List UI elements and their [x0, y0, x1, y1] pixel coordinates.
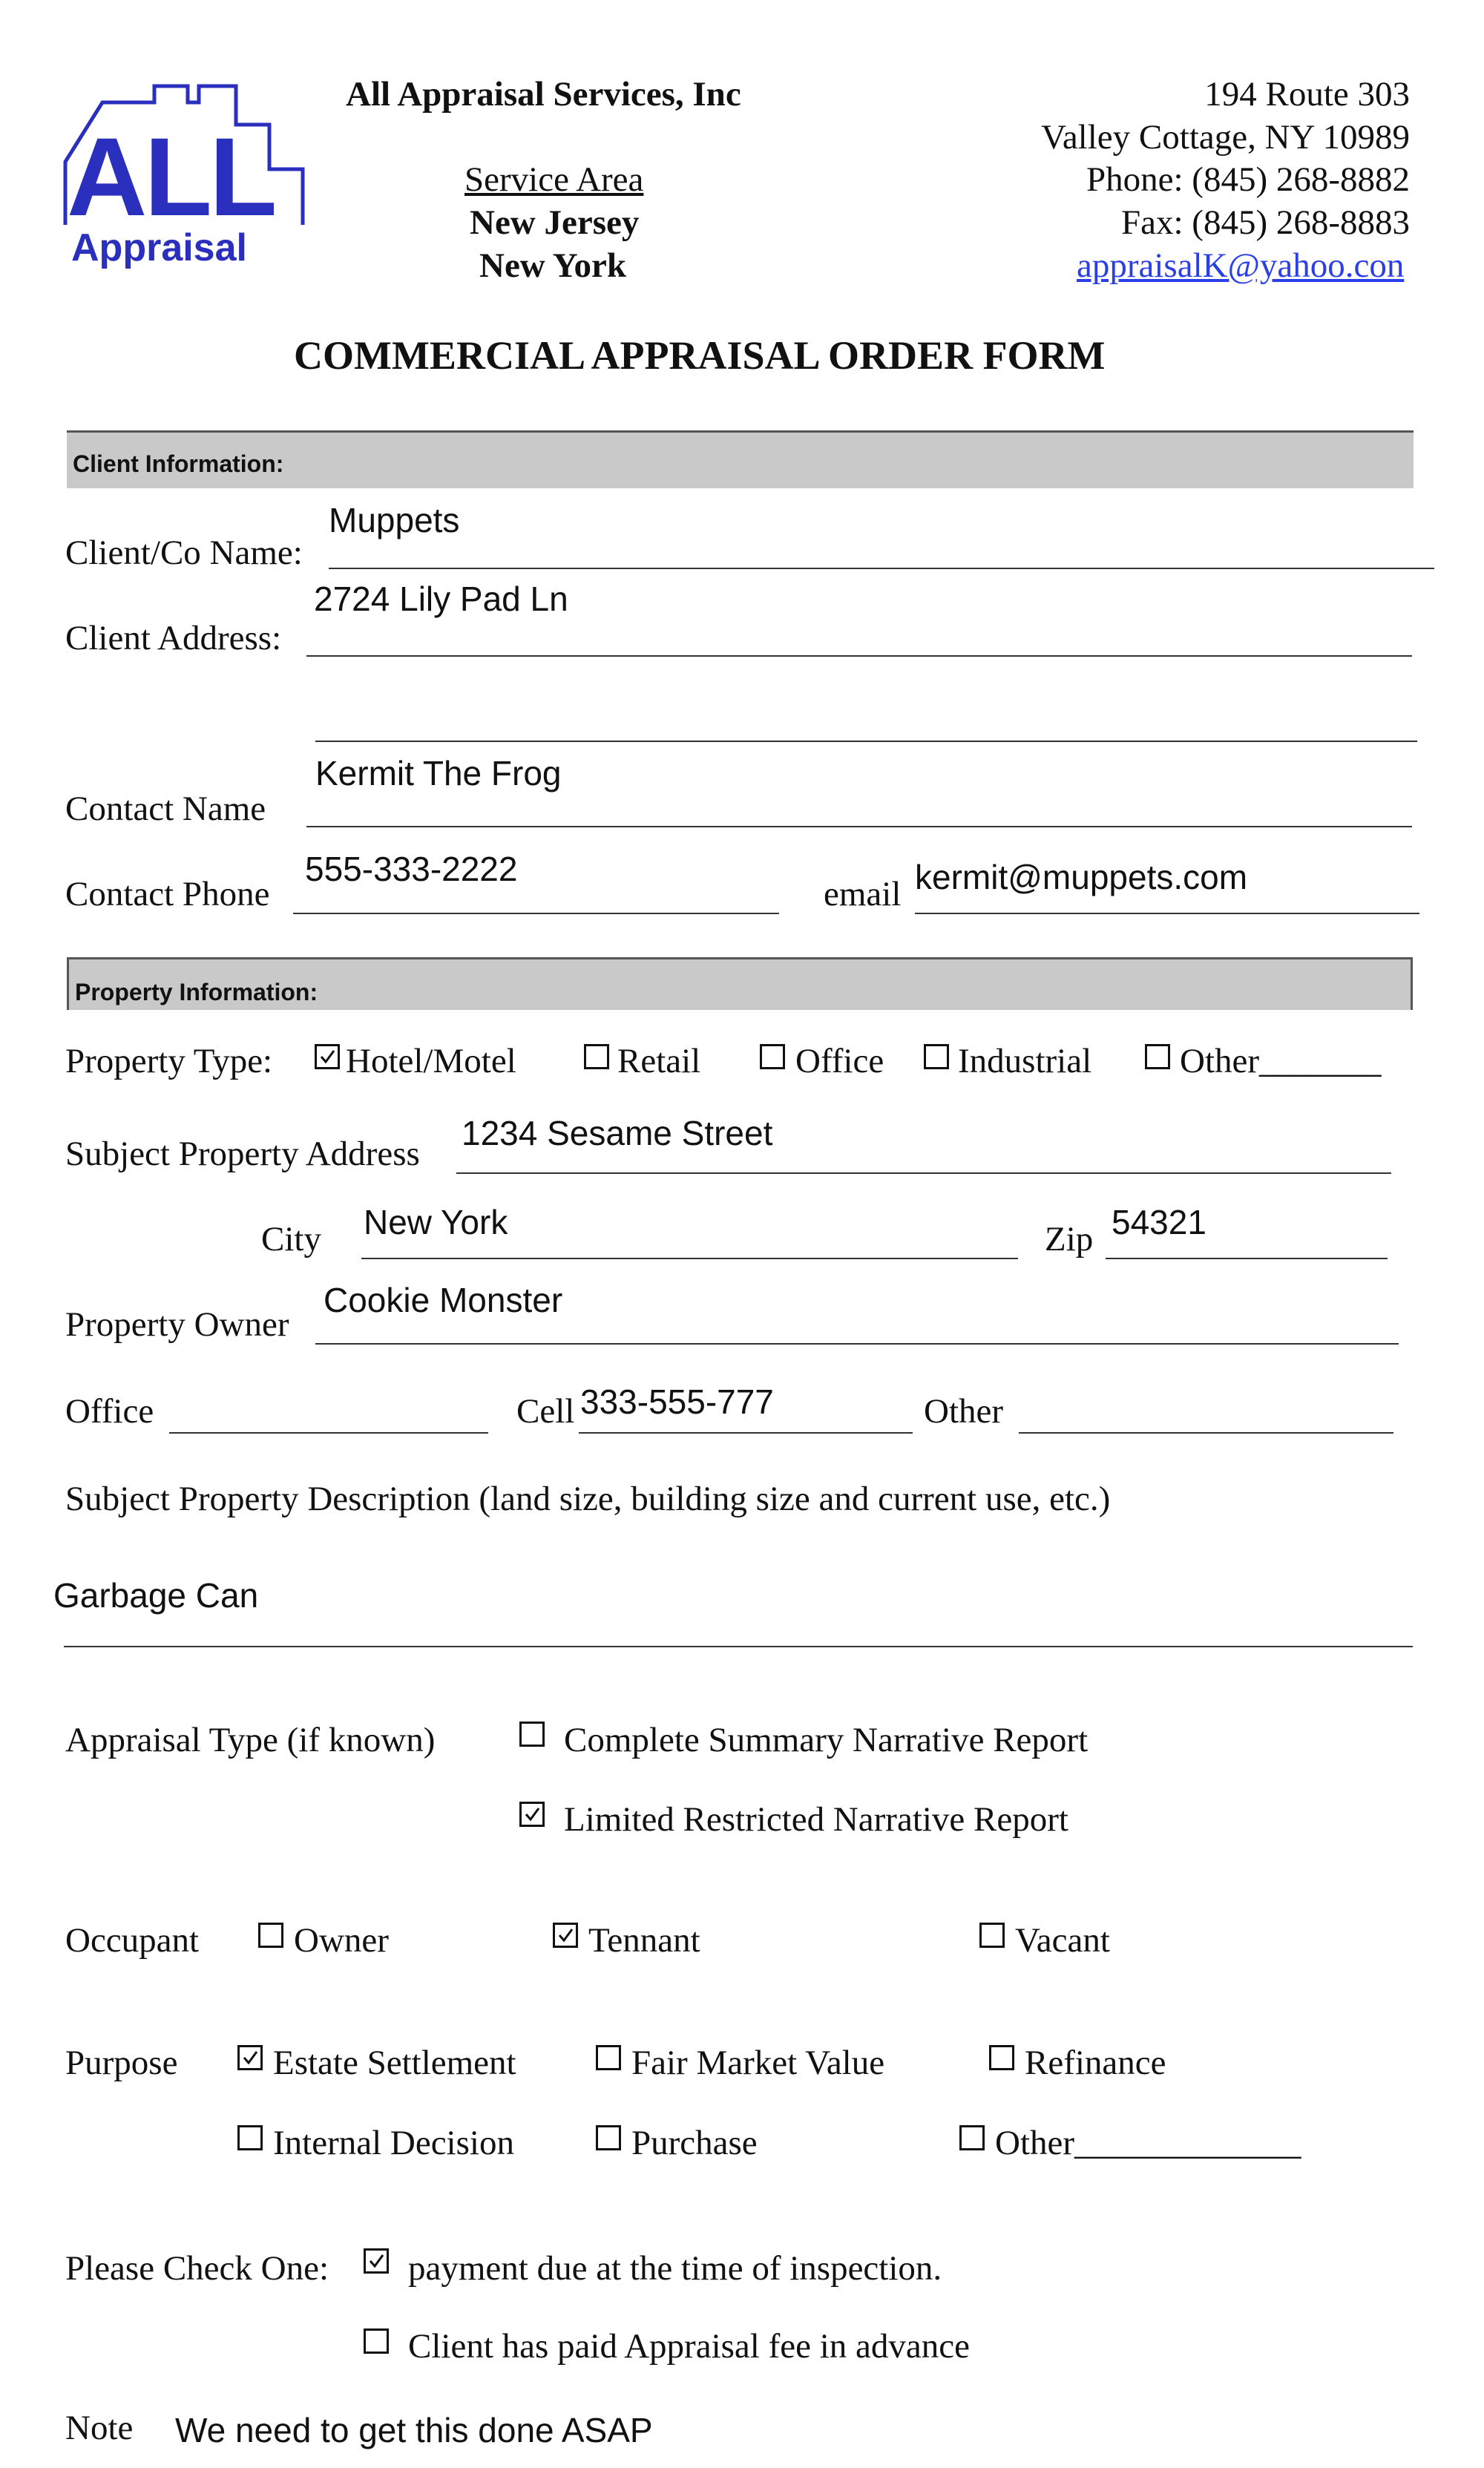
client-name-line — [329, 568, 1434, 569]
occupant-owner-checkbox[interactable] — [258, 1923, 283, 1948]
purpose-other-checkbox[interactable] — [959, 2125, 985, 2150]
complete-summary-label: Complete Summary Narrative Report — [564, 1721, 1089, 1759]
industrial-checkbox[interactable] — [924, 1044, 949, 1069]
city-line — [361, 1258, 1018, 1259]
client-name-value[interactable]: Muppets — [329, 501, 460, 539]
fair-market-value-checkbox[interactable] — [596, 2045, 621, 2070]
company-name: All Appraisal Services, Inc — [346, 75, 741, 114]
client-section-label: Client Information: — [73, 450, 284, 477]
client-address-value[interactable]: 2724 Lily Pad Ln — [314, 580, 568, 618]
purpose-label: Purpose — [65, 2044, 178, 2082]
fair-market-value-label: Fair Market Value — [631, 2044, 885, 2082]
other-type-label: Other_______ — [1180, 1042, 1382, 1080]
retail-checkbox[interactable] — [584, 1044, 609, 1069]
contact-name-line — [306, 826, 1412, 827]
checkmark-icon — [318, 1048, 336, 1066]
payment-at-inspection-checkbox[interactable] — [364, 2248, 389, 2274]
company-address-line1: 194 Route 303 — [1204, 75, 1410, 114]
appraisal-type-label: Appraisal Type (if known) — [65, 1721, 436, 1759]
occupant-tennant-checkbox[interactable] — [553, 1923, 578, 1948]
contact-email-value[interactable]: kermit@muppets.com — [915, 858, 1248, 896]
property-description-label: Subject Property Description (land size, building size and current use, etc.) — [65, 1480, 1111, 1518]
owner-cell-line — [579, 1432, 913, 1434]
form-title: COMMERCIAL APPRAISAL ORDER FORM — [294, 333, 1106, 378]
purchase-label: Purchase — [631, 2124, 758, 2162]
contact-name-value[interactable]: Kermit The Frog — [315, 754, 562, 792]
service-area-nj: New Jersey — [470, 203, 640, 242]
complete-summary-checkbox[interactable] — [519, 1722, 545, 1747]
logo-appraisal-text: Appraisal — [71, 226, 247, 269]
company-email-link[interactable]: appraisalK@yahoo.con — [1077, 246, 1405, 285]
service-area-ny: New York — [479, 246, 626, 285]
limited-restricted-label: Limited Restricted Narrative Report — [564, 1800, 1068, 1839]
logo-all-text: ALL — [67, 114, 275, 239]
client-name-label: Client/Co Name: — [65, 534, 303, 572]
note-value[interactable]: We need to get this done ASAP — [175, 2411, 653, 2449]
owner-office-label: Office — [65, 1392, 154, 1431]
checkmark-icon — [367, 2252, 385, 2270]
city-value[interactable]: New York — [364, 1203, 508, 1241]
purpose-other-label: Other_____________ — [995, 2124, 1301, 2162]
property-section-header — [67, 957, 1413, 1010]
owner-other-line — [1019, 1432, 1393, 1434]
office-label: Office — [795, 1042, 884, 1080]
payment-at-inspection-label: payment due at the time of inspection. — [408, 2249, 942, 2288]
company-phone: Phone: (845) 268-8882 — [1086, 160, 1410, 199]
contact-phone-label: Contact Phone — [65, 875, 270, 913]
property-owner-line — [315, 1343, 1399, 1345]
refinance-checkbox[interactable] — [989, 2045, 1014, 2070]
hotel-motel-checkbox[interactable] — [315, 1044, 340, 1069]
office-checkbox[interactable] — [760, 1044, 785, 1069]
service-area-label: Service Area — [464, 160, 644, 199]
purchase-checkbox[interactable] — [596, 2125, 621, 2150]
city-label: City — [261, 1220, 321, 1258]
occupant-owner-label: Owner — [294, 1921, 389, 1960]
zip-line — [1106, 1258, 1388, 1259]
subject-address-value[interactable]: 1234 Sesame Street — [462, 1114, 773, 1152]
client-section-header — [67, 430, 1414, 488]
property-section-label: Property Information: — [75, 979, 318, 1005]
owner-other-label: Other — [924, 1392, 1004, 1431]
owner-office-line — [169, 1432, 488, 1434]
company-address-line2: Valley Cottage, NY 10989 — [1041, 118, 1410, 157]
refinance-label: Refinance — [1025, 2044, 1166, 2082]
client-address-label: Client Address: — [65, 619, 282, 657]
retail-label: Retail — [617, 1042, 701, 1080]
zip-value[interactable]: 54321 — [1112, 1203, 1206, 1241]
note-label: Note — [65, 2409, 134, 2447]
occupant-tennant-label: Tennant — [588, 1921, 700, 1960]
internal-decision-label: Internal Decision — [273, 2124, 514, 2162]
checkmark-icon — [523, 1805, 541, 1823]
other-type-checkbox[interactable] — [1145, 1044, 1170, 1069]
company-logo — [58, 80, 310, 273]
hotel-motel-label: Hotel/Motel — [346, 1042, 516, 1080]
paid-in-advance-label: Client has paid Appraisal fee in advance — [408, 2327, 970, 2366]
contact-name-label: Contact Name — [65, 790, 266, 828]
paid-in-advance-checkbox[interactable] — [364, 2328, 389, 2354]
limited-restricted-checkbox[interactable] — [519, 1802, 545, 1827]
payment-label: Please Check One: — [65, 2249, 329, 2288]
internal-decision-checkbox[interactable] — [237, 2125, 263, 2150]
estate-settlement-checkbox[interactable] — [237, 2045, 263, 2070]
subject-address-label: Subject Property Address — [65, 1135, 420, 1173]
industrial-label: Industrial — [958, 1042, 1092, 1080]
occupant-vacant-label: Vacant — [1015, 1921, 1110, 1960]
property-description-line — [64, 1646, 1413, 1647]
client-address-line2 — [315, 741, 1417, 742]
owner-cell-value[interactable]: 333-555-777 — [580, 1382, 774, 1421]
checkmark-icon — [556, 1926, 574, 1944]
contact-phone-line — [293, 913, 779, 914]
estate-settlement-label: Estate Settlement — [273, 2044, 516, 2082]
occupant-label: Occupant — [65, 1921, 200, 1960]
property-description-value[interactable]: Garbage Can — [53, 1576, 259, 1615]
property-type-label: Property Type: — [65, 1042, 273, 1080]
zip-label: Zip — [1045, 1220, 1094, 1258]
property-owner-value[interactable]: Cookie Monster — [324, 1281, 563, 1319]
company-fax: Fax: (845) 268-8883 — [1120, 203, 1410, 242]
occupant-vacant-checkbox[interactable] — [979, 1923, 1005, 1948]
property-owner-label: Property Owner — [65, 1305, 289, 1344]
contact-phone-value[interactable]: 555-333-2222 — [305, 850, 518, 888]
contact-email-label: email — [824, 875, 902, 913]
owner-cell-label: Cell — [516, 1392, 575, 1431]
subject-address-line — [456, 1172, 1391, 1174]
checkmark-icon — [241, 2049, 259, 2067]
contact-email-line — [915, 913, 1419, 914]
client-address-line — [306, 655, 1412, 657]
